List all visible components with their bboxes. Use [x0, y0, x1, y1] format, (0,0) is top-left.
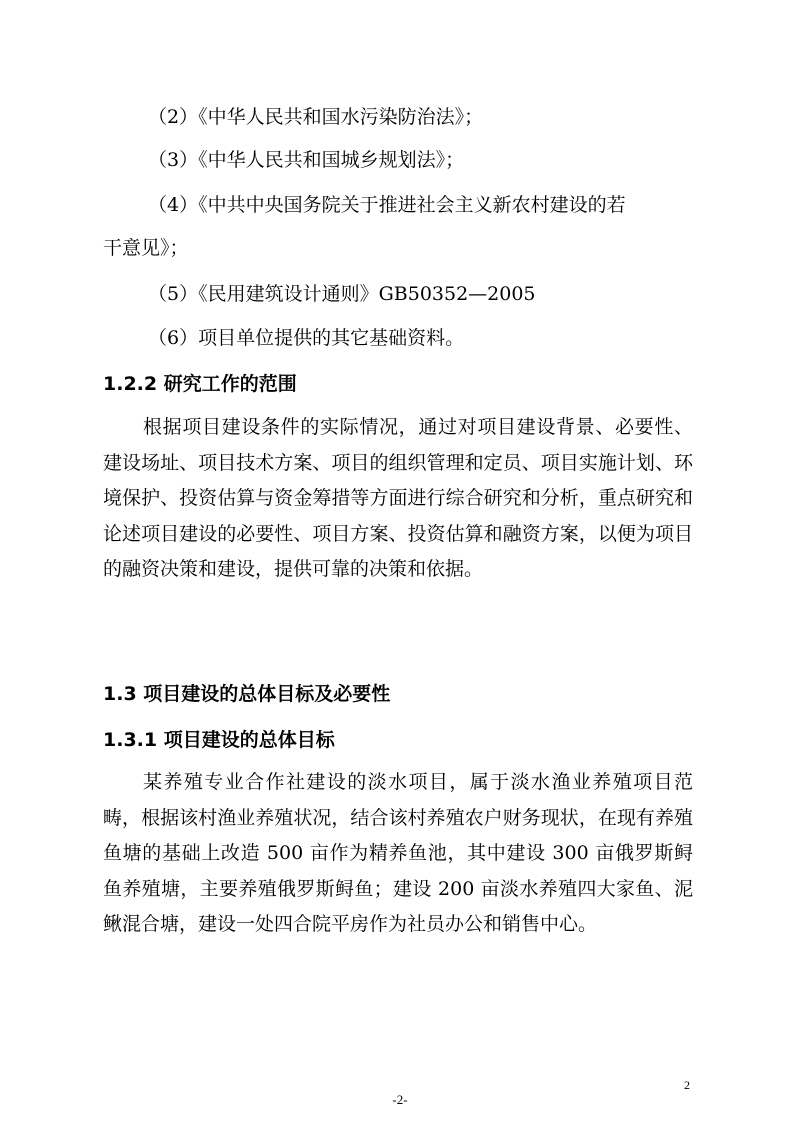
list-item-3: （3）《中华人民共和国城乡规划法》； [148, 149, 465, 171]
section-heading-1-3: 1.3 项目建设的总体目标及必要性 [103, 683, 391, 705]
list-item-2: （2）《中华人民共和国水污染防治法》； [148, 106, 484, 128]
list-item-4-continued: 干意见》； [103, 237, 189, 259]
page-number-corner: 2 [684, 1078, 690, 1092]
list-item-6: （6）项目单位提供的其它基础资料。 [148, 327, 465, 349]
list-item-4: （4）《中共中央国务院关于推进社会主义新农村建设的若 [148, 194, 626, 216]
list-item-5: （5）《民用建筑设计通则》GB50352—2005 [148, 283, 536, 305]
page-number-footer: -2- [392, 1092, 408, 1107]
section-heading-1-2-2: 1.2.2 研究工作的范围 [103, 373, 297, 395]
section-heading-1-3-1: 1.3.1 项目建设的总体目标 [103, 729, 335, 751]
section-1-2-2-body: 根据项目建设条件的实际情况，通过对项目建设背景、必要性、建设场址、项目技术方案、项目的组织管理和定员、项目实施计划、环境保护、投资估算与资金筹措等方面进行综合研究和分析，重点研究和论述项目建设的必要性、项目方案、投资估算和融资方案，以便为项目的融资决策和建设，提供可靠的决策和依据。 [103, 416, 693, 580]
section-1-3-1-body: 某养殖专业合作社建设的淡水项目，属于淡水渔业养殖项目范畴，根据该村渔业养殖状况，结合该村养殖农户财务现状，在现有养殖鱼塘的基础上改造 500 亩作为精养鱼池，其中建设 300 亩俄罗斯鲟鱼养殖塘，主要养殖俄罗斯鲟鱼；建设 200 亩淡水养殖四大家鱼、泥鳅混合塘，建设一处四合院平房作为社员办公和销售中心。 [103, 771, 693, 935]
